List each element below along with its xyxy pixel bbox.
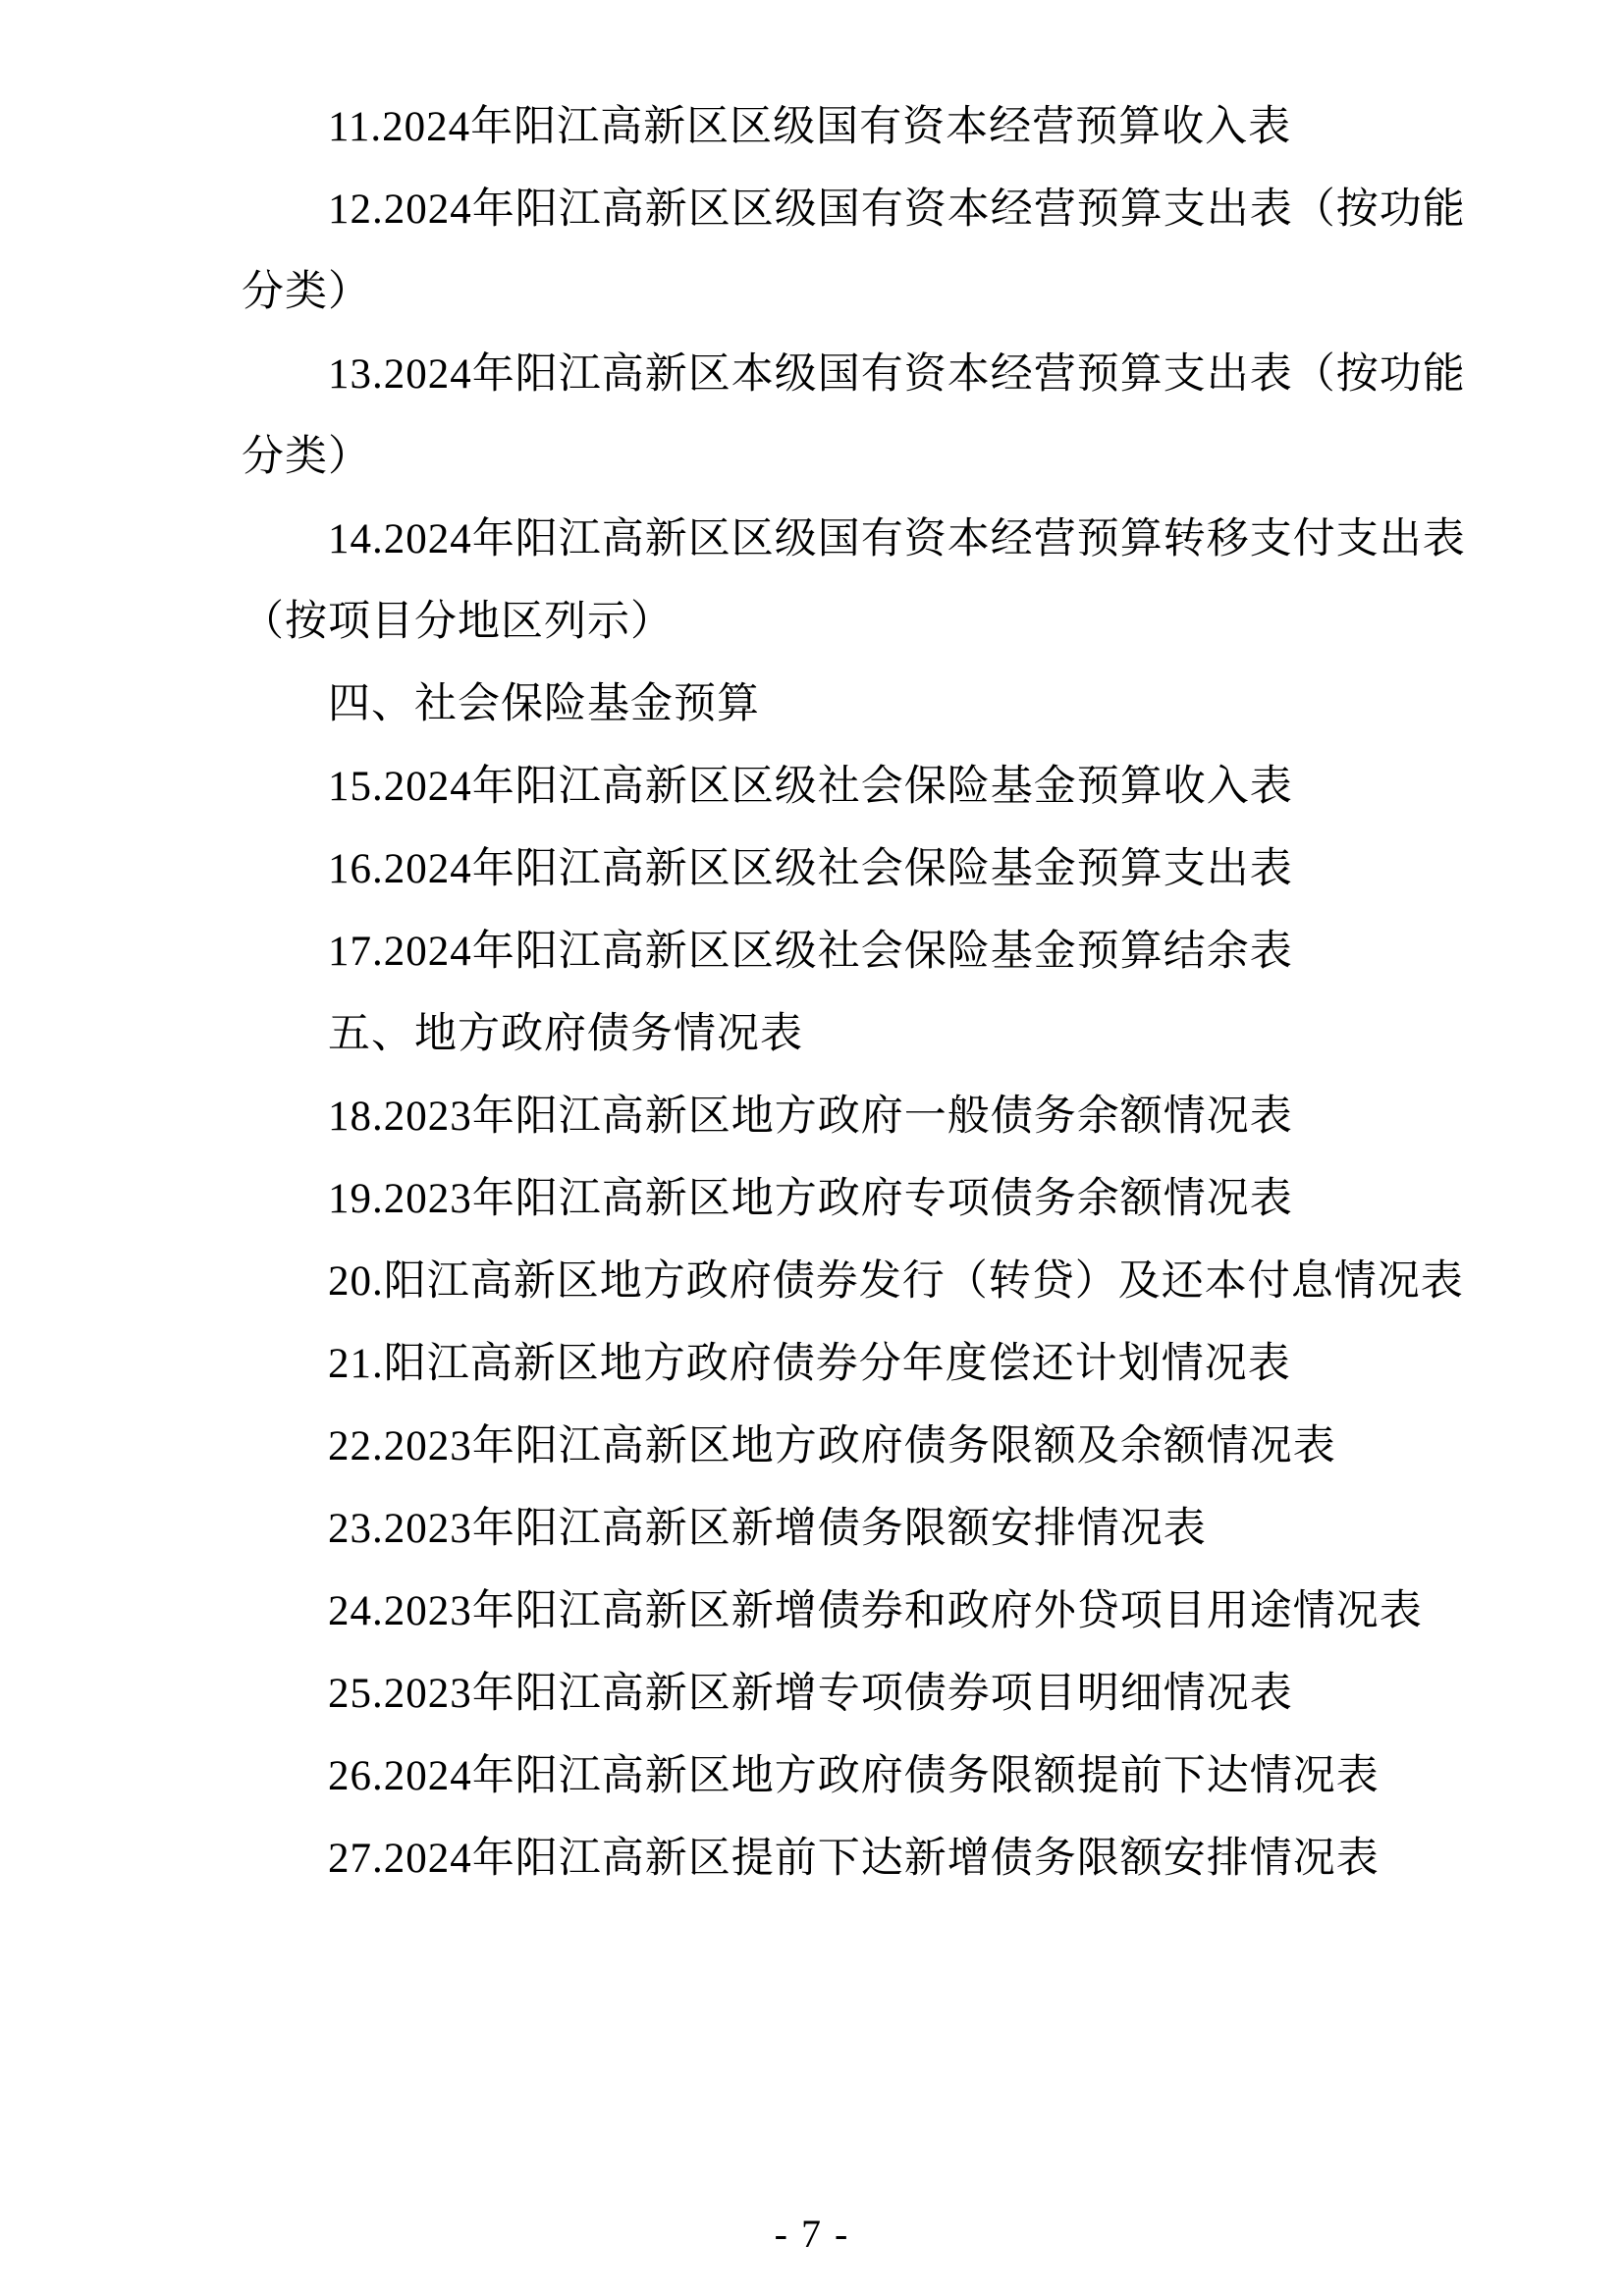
section-heading: 四、社会保险基金预算: [328, 681, 760, 727]
page-number: - 7 -: [774, 2212, 850, 2256]
document-line: 12.2024年阳江高新区区级国有资本经营预算支出表（按功能: [328, 187, 1466, 233]
document-line: 18.2023年阳江高新区地方政府一般债务余额情况表: [328, 1094, 1293, 1140]
document-line: 14.2024年阳江高新区区级国有资本经营预算转移支付支出表: [328, 516, 1466, 562]
document-line: 16.2024年阳江高新区区级社会保险基金预算支出表: [328, 846, 1293, 892]
document-line: 19.2023年阳江高新区地方政府专项债务余额情况表: [328, 1176, 1293, 1222]
document-line-continuation: 分类）: [242, 269, 371, 315]
document-line: 23.2023年阳江高新区新增债务限额安排情况表: [328, 1506, 1207, 1552]
document-body: [242, 86, 1477, 1900]
document-line: 27.2024年阳江高新区提前下达新增债务限额安排情况表: [328, 1836, 1380, 1882]
document-line: 15.2024年阳江高新区区级社会保险基金预算收入表: [328, 764, 1293, 810]
document-line: 13.2024年阳江高新区本级国有资本经营预算支出表（按功能: [328, 351, 1466, 398]
document-line: 25.2023年阳江高新区新增专项债券项目明细情况表: [328, 1671, 1293, 1717]
document-line: 26.2024年阳江高新区地方政府债务限额提前下达情况表: [328, 1753, 1380, 1799]
document-line: 24.2023年阳江高新区新增债券和政府外贷项目用途情况表: [328, 1588, 1423, 1634]
section-heading: 五、地方政府债务情况表: [328, 1011, 803, 1057]
document-line: 11.2024年阳江高新区区级国有资本经营预算收入表: [328, 104, 1292, 150]
document-line: 20.阳江高新区地方政府债券发行（转贷）及还本付息情况表: [328, 1258, 1464, 1305]
document-line-continuation: 分类）: [242, 434, 371, 480]
document-line: 17.2024年阳江高新区区级社会保险基金预算结余表: [328, 929, 1293, 975]
document-line-continuation: （按项目分地区列示）: [242, 599, 674, 645]
document-line: 21.阳江高新区地方政府债券分年度偿还计划情况表: [328, 1341, 1291, 1387]
document-line: 22.2023年阳江高新区地方政府债务限额及余额情况表: [328, 1423, 1336, 1469]
